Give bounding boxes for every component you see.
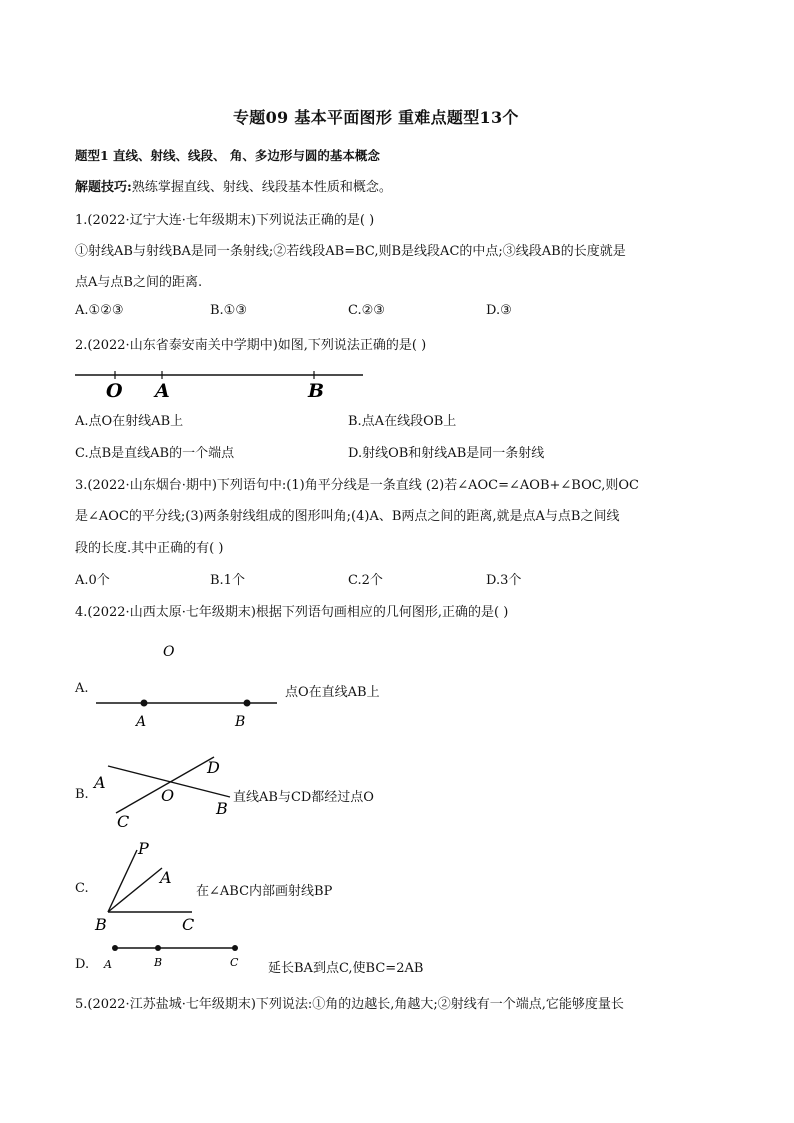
q4c-label-c: C — [182, 915, 195, 934]
q4d-label-b: B — [154, 956, 163, 969]
q4c-ray-ba — [108, 868, 162, 912]
q4-option-b-caption: 直线AB与CD都经过点O — [233, 790, 374, 805]
q4a-point-b — [244, 700, 251, 707]
q2-option-d: D.射线OB和射线AB是同一条射线 — [348, 446, 545, 461]
q1-line1: ①射线AB与射线BA是同一条射线;②若线段AB=BC,则B是线段AC的中点;③线段AB的长度就是 — [75, 244, 626, 259]
q1-option-a: A.①②③ — [75, 303, 124, 318]
q1-option-b: B.①③ — [210, 303, 247, 318]
q2-label-b: B — [308, 380, 325, 402]
q2-option-c: C.点B是直线AB的一个端点 — [75, 446, 235, 461]
q4c-label-a: A — [160, 868, 172, 887]
q4d-label-c: C — [230, 956, 239, 969]
q4-option-d-caption: 延长BA到点C,使BC=2AB — [268, 961, 424, 976]
q3-line1: 3.(2022·山东烟台·期中)下列语句中:(1)角平分线是一条直线 (2)若∠AOC=∠AOB+∠BOC,则OC — [75, 478, 639, 493]
q4b-label-o: O — [161, 786, 175, 805]
tip-text: 熟练掌握直线、射线、线段基本性质和概念。 — [131, 180, 392, 195]
q4b-label-a: A — [94, 773, 106, 792]
tip-line — [75, 176, 392, 195]
q3-line3: 段的长度.其中正确的有( ) — [75, 541, 224, 556]
page-title: 专题09 基本平面图形 重难点题型13个 — [233, 108, 519, 127]
q4-figure-b — [90, 752, 240, 832]
q2-label-a: A — [155, 380, 170, 402]
q1-option-c: C.②③ — [348, 303, 385, 318]
q3-option-d: D.3个 — [486, 573, 522, 588]
q4b-label-b: B — [216, 799, 228, 818]
q4c-ray-bp — [108, 850, 137, 912]
q2-label-o: O — [106, 380, 123, 402]
q4d-point-c — [232, 945, 238, 951]
q4d-point-b — [155, 945, 161, 951]
q3-option-b: B.1个 — [210, 573, 245, 588]
section-heading: 题型1 直线、射线、线段、 角、多边形与圆的基本概念 — [75, 148, 380, 163]
q4c-label-b: B — [95, 915, 107, 934]
q4-figure-d — [100, 938, 250, 972]
q3-option-c: C.2个 — [348, 573, 383, 588]
q4-figure-a — [90, 640, 300, 735]
q2-option-a: A.点O在射线AB上 — [75, 414, 184, 429]
q4b-label-c: C — [117, 812, 130, 831]
q4-option-b-letter: B. — [75, 787, 89, 802]
q2-stem: 2.(2022·山东省泰安南关中学期中)如图,下列说法正确的是( ) — [75, 338, 427, 353]
q4a-point-a — [141, 700, 148, 707]
q4-option-d-letter: D. — [75, 957, 90, 972]
tip-label: 解题技巧: — [75, 180, 132, 195]
q1-line2: 点A与点B之间的距离. — [75, 275, 203, 290]
q4-option-c-letter: C. — [75, 881, 89, 896]
q4a-label-o: O — [163, 644, 175, 660]
q4-stem: 4.(2022·山西太原·七年级期末)根据下列语句画相应的几何图形,正确的是( ) — [75, 605, 509, 620]
q4-option-a-caption: 点O在直线AB上 — [285, 685, 380, 700]
q1-stem: 1.(2022·辽宁大连·七年级期末)下列说法正确的是( ) — [75, 213, 375, 228]
q4-option-c-caption: 在∠ABC内部画射线BP — [196, 884, 333, 899]
q4c-label-p: P — [138, 839, 149, 858]
q2-figure — [70, 362, 370, 402]
q4a-label-a: A — [136, 714, 147, 730]
q3-line2: 是∠AOC的平分线;(3)两条射线组成的图形叫角;(4)A、B两点之间的距离,就是点A与点B之间线 — [75, 509, 620, 524]
q4b-label-d: D — [207, 758, 220, 777]
q1-option-d: D.③ — [486, 303, 512, 318]
q4a-label-b: B — [235, 714, 246, 730]
q4-figure-c — [90, 838, 210, 938]
q4d-point-a — [112, 945, 118, 951]
q4d-label-a: A — [104, 958, 112, 971]
q5-stem: 5.(2022·江苏盐城·七年级期末)下列说法:①角的边越长,角越大;②射线有一个端点,它能够度量长 — [75, 997, 624, 1012]
q2-option-b: B.点A在线段OB上 — [348, 414, 457, 429]
q3-option-a: A.0个 — [75, 573, 110, 588]
q4-option-a-letter: A. — [75, 681, 89, 696]
